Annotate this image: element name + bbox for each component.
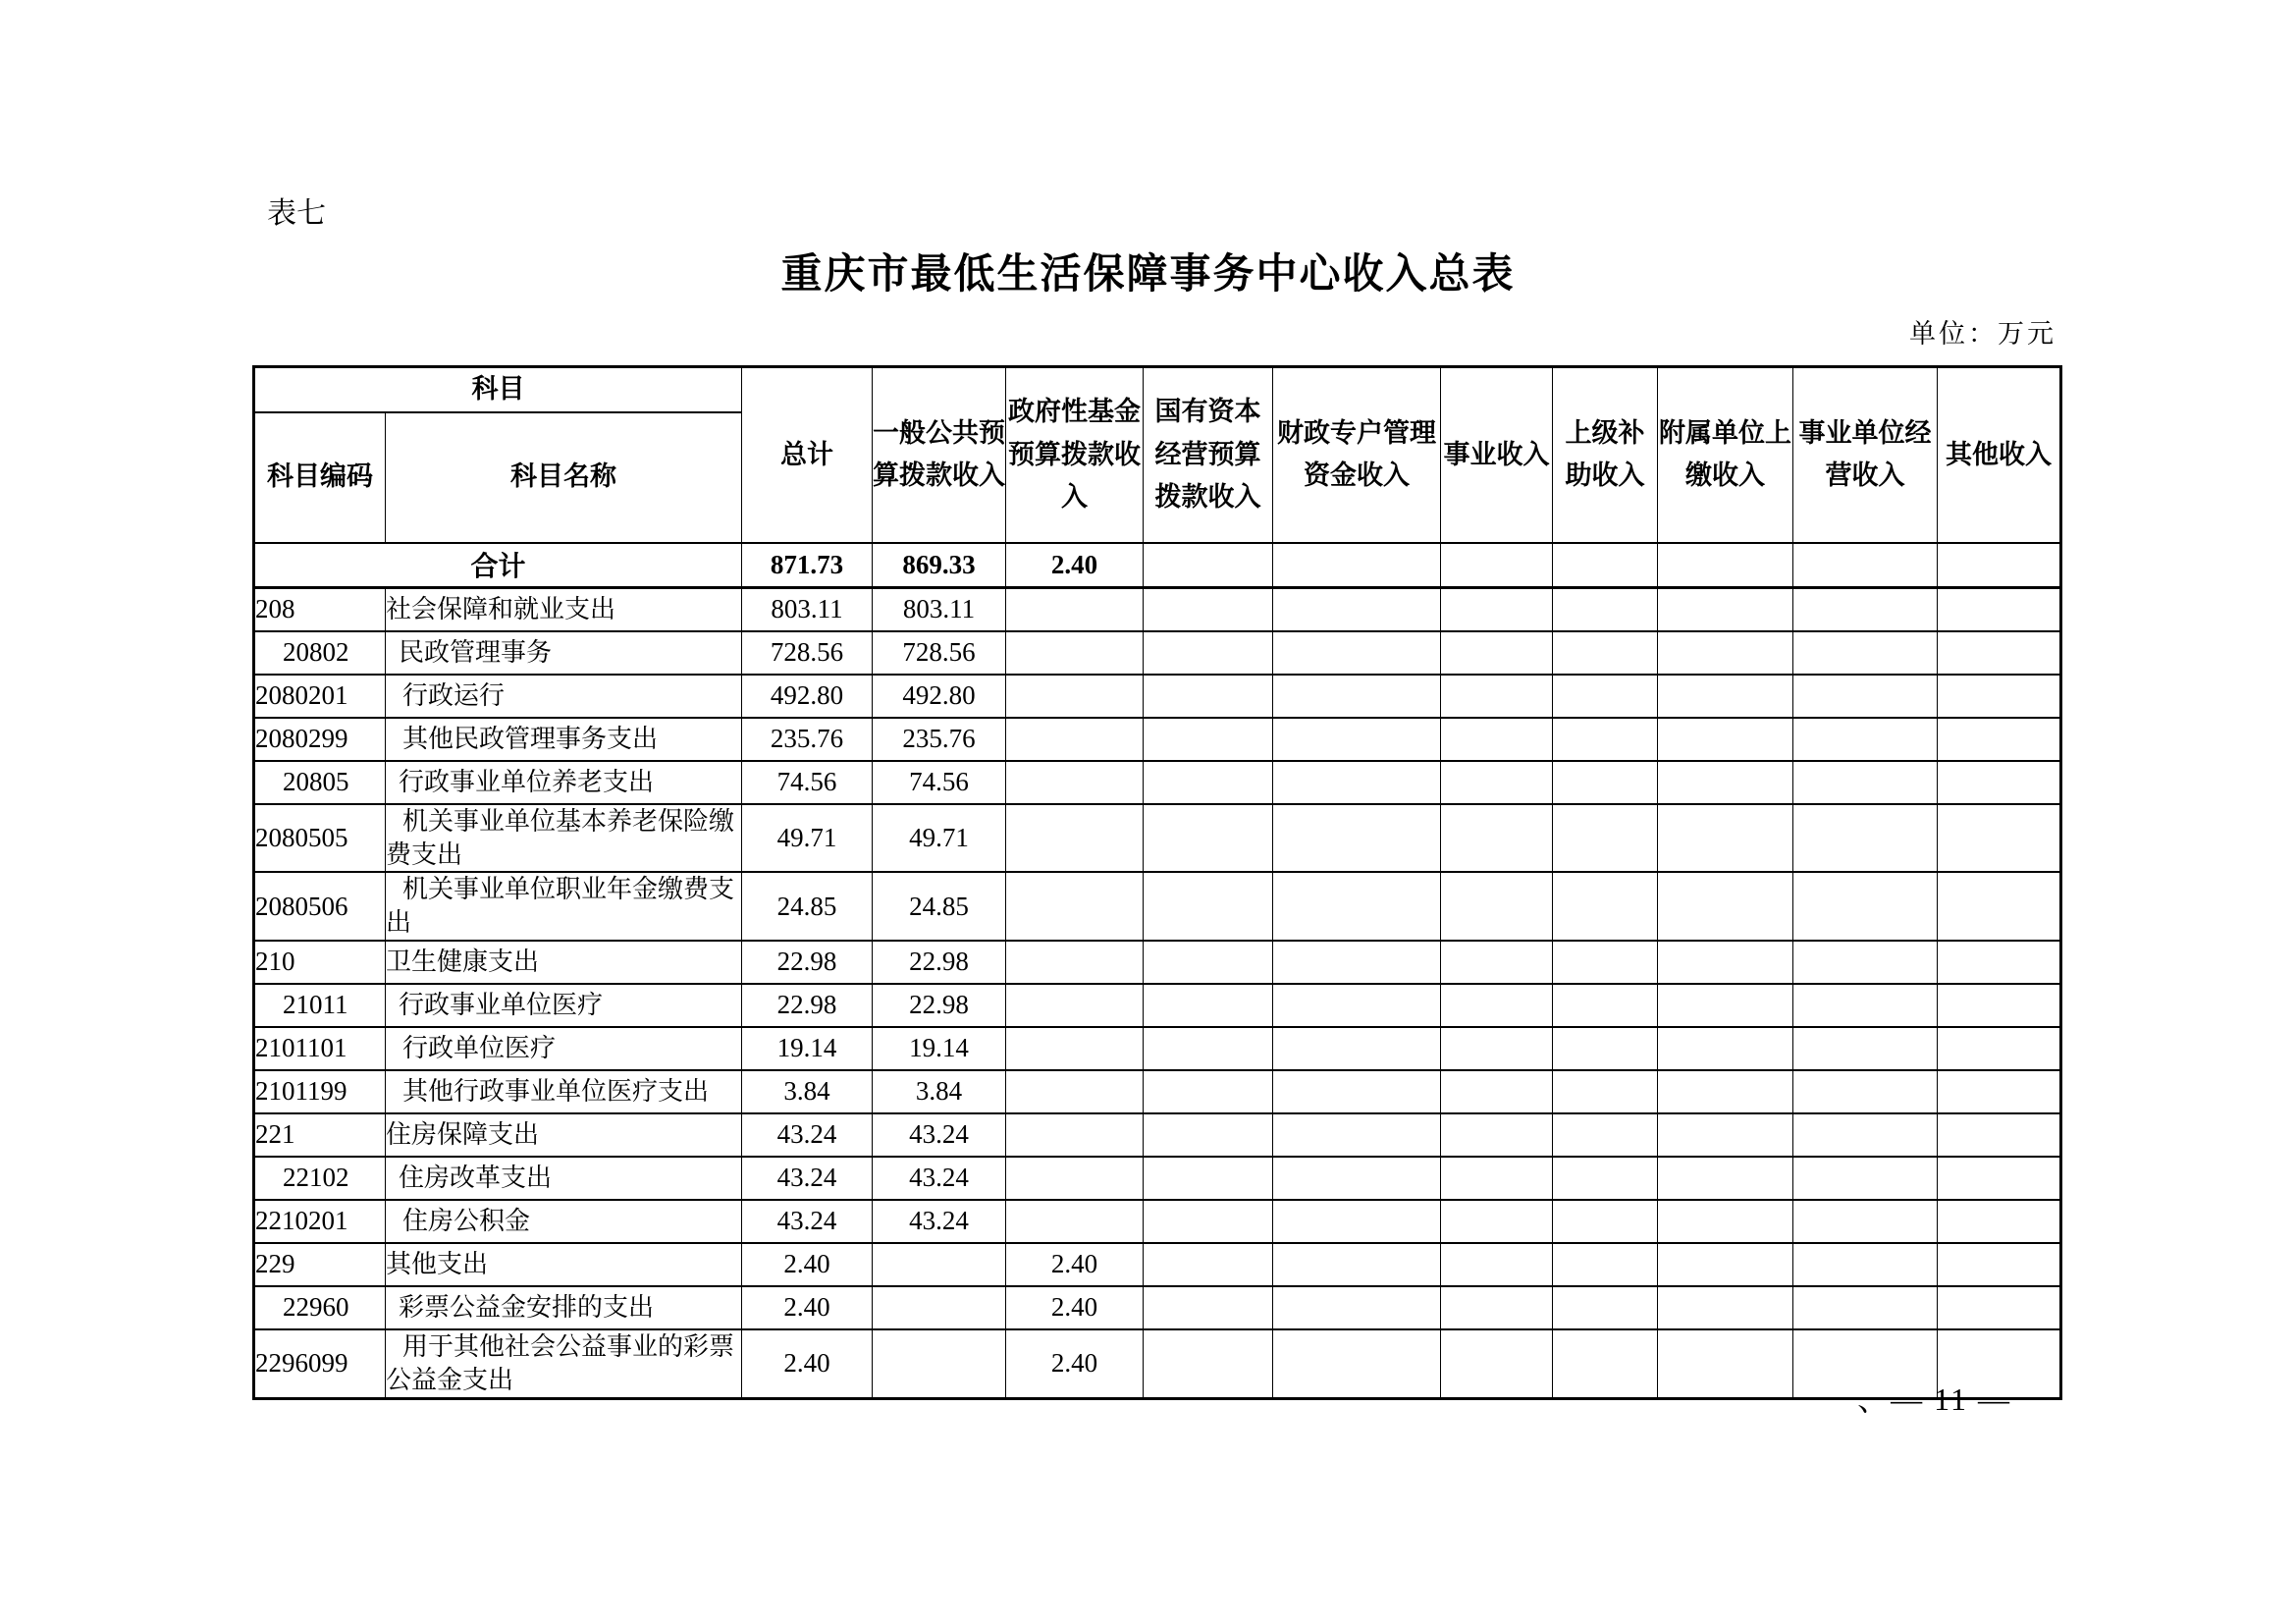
value-cell — [1553, 1070, 1658, 1113]
value-cell — [1938, 1200, 2061, 1243]
value-cell — [1793, 761, 1938, 804]
value-cell — [1793, 1286, 1938, 1329]
value-cell — [1273, 1200, 1441, 1243]
value-cell — [1938, 631, 2061, 675]
value-cell — [1006, 872, 1144, 941]
value-cell: 235.76 — [742, 718, 873, 761]
subject-name: 机关事业单位基本养老保险缴费支出 — [386, 804, 742, 873]
value-cell — [1793, 1113, 1938, 1157]
value-cell: 2.40 — [1006, 1329, 1144, 1398]
value-cell — [1441, 984, 1553, 1027]
value-cell — [1144, 718, 1273, 761]
subject-name: 其他行政事业单位医疗支出 — [386, 1070, 742, 1113]
value-cell — [1006, 631, 1144, 675]
value-cell — [1553, 761, 1658, 804]
subject-code: 21011 — [254, 984, 386, 1027]
doc-label: 表七 — [267, 197, 326, 230]
value-cell — [1006, 804, 1144, 873]
value-cell — [1793, 631, 1938, 675]
value-cell — [1553, 1200, 1658, 1243]
value-cell — [1658, 761, 1793, 804]
value-cell: 803.11 — [742, 588, 873, 631]
value-cell — [1441, 1243, 1553, 1286]
table-header — [254, 367, 2061, 543]
value-cell — [1658, 1157, 1793, 1200]
value-cell — [1144, 1200, 1273, 1243]
value-cell — [1658, 984, 1793, 1027]
value-cell — [1793, 984, 1938, 1027]
table-row — [254, 1157, 2061, 1200]
value-cell — [1273, 984, 1441, 1027]
value-cell — [1441, 1113, 1553, 1157]
income-summary-table — [252, 365, 2062, 1400]
value-cell: 22.98 — [742, 984, 873, 1027]
value-cell: 49.71 — [873, 804, 1006, 873]
value-cell — [1441, 675, 1553, 718]
table-row — [254, 718, 2061, 761]
value-cell — [1938, 872, 2061, 941]
value-cell — [1793, 543, 1938, 588]
table-row — [254, 588, 2061, 631]
value-cell — [1441, 588, 1553, 631]
value-cell — [1144, 1286, 1273, 1329]
table-row — [254, 761, 2061, 804]
value-cell — [1658, 941, 1793, 984]
value-cell — [1441, 543, 1553, 588]
value-cell: 2.40 — [742, 1286, 873, 1329]
value-cell — [1441, 631, 1553, 675]
value-cell: 43.24 — [873, 1113, 1006, 1157]
subject-code: 2080506 — [254, 872, 386, 941]
subject-name: 住房公积金 — [386, 1200, 742, 1243]
value-cell: 2.40 — [742, 1329, 873, 1398]
column-header: 财政专户管理资金收入 — [1273, 367, 1441, 543]
value-cell — [1658, 804, 1793, 873]
value-cell — [1658, 1243, 1793, 1286]
value-cell: 19.14 — [742, 1027, 873, 1070]
subject-name: 行政运行 — [386, 675, 742, 718]
subject-code: 22960 — [254, 1286, 386, 1329]
value-cell — [1553, 1286, 1658, 1329]
value-cell: 22.98 — [742, 941, 873, 984]
value-cell: 43.24 — [873, 1200, 1006, 1243]
header-row-groups — [254, 367, 2061, 412]
column-header: 事业单位经营收入 — [1793, 367, 1938, 543]
value-cell — [1144, 675, 1273, 718]
value-cell — [1273, 872, 1441, 941]
table-row — [254, 872, 2061, 941]
value-cell — [1441, 872, 1553, 941]
value-cell — [1441, 1200, 1553, 1243]
value-cell — [1793, 588, 1938, 631]
value-cell: 803.11 — [873, 588, 1006, 631]
value-cell — [1938, 1243, 2061, 1286]
column-header: 国有资本经营预算拨款收入 — [1144, 367, 1273, 543]
value-cell — [1938, 1113, 2061, 1157]
value-cell — [1658, 872, 1793, 941]
value-cell — [1938, 941, 2061, 984]
subject-code: 2296099 — [254, 1329, 386, 1398]
value-cell — [1553, 1329, 1658, 1398]
value-cell: 24.85 — [742, 872, 873, 941]
value-cell — [1273, 1286, 1441, 1329]
value-cell — [1938, 984, 2061, 1027]
value-cell — [1441, 1027, 1553, 1070]
subject-name: 民政管理事务 — [386, 631, 742, 675]
value-cell: 3.84 — [742, 1070, 873, 1113]
table-row — [254, 631, 2061, 675]
value-cell — [1273, 588, 1441, 631]
value-cell — [1273, 631, 1441, 675]
value-cell — [1938, 1027, 2061, 1070]
value-cell — [1441, 1157, 1553, 1200]
value-cell — [873, 1286, 1006, 1329]
table-row — [254, 984, 2061, 1027]
value-cell — [1273, 1157, 1441, 1200]
subject-name: 卫生健康支出 — [386, 941, 742, 984]
subject-name: 彩票公益金安排的支出 — [386, 1286, 742, 1329]
value-cell — [1273, 543, 1441, 588]
value-cell — [1144, 1027, 1273, 1070]
value-cell — [1938, 675, 2061, 718]
value-cell: 492.80 — [873, 675, 1006, 718]
value-cell — [1938, 588, 2061, 631]
value-cell — [873, 1329, 1006, 1398]
column-header: 其他收入 — [1938, 367, 2061, 543]
total-row — [254, 543, 2061, 588]
table-row — [254, 1070, 2061, 1113]
subject-code: 20805 — [254, 761, 386, 804]
value-cell: 2.40 — [1006, 1286, 1144, 1329]
value-cell — [1938, 1070, 2061, 1113]
value-cell — [1658, 675, 1793, 718]
value-cell: 24.85 — [873, 872, 1006, 941]
column-header: 总计 — [742, 367, 873, 543]
table-row — [254, 941, 2061, 984]
table-row — [254, 1200, 2061, 1243]
subject-name: 用于其他社会公益事业的彩票公益金支出 — [386, 1329, 742, 1398]
value-cell — [1938, 1286, 2061, 1329]
value-cell: 49.71 — [742, 804, 873, 873]
subject-name: 其他支出 — [386, 1243, 742, 1286]
value-cell — [1273, 1070, 1441, 1113]
subject-name: 住房保障支出 — [386, 1113, 742, 1157]
value-cell — [1006, 941, 1144, 984]
value-cell — [1144, 1243, 1273, 1286]
value-cell — [1658, 1200, 1793, 1243]
subject-code: 2101199 — [254, 1070, 386, 1113]
value-cell — [1441, 1070, 1553, 1113]
subject-name: 行政单位医疗 — [386, 1027, 742, 1070]
value-cell — [1273, 1027, 1441, 1070]
value-cell — [1273, 941, 1441, 984]
subject-code: 210 — [254, 941, 386, 984]
value-cell — [1553, 631, 1658, 675]
value-cell — [1144, 631, 1273, 675]
value-cell: 19.14 — [873, 1027, 1006, 1070]
value-cell: 235.76 — [873, 718, 1006, 761]
value-cell — [873, 1243, 1006, 1286]
page-number: 、— 11 — — [1857, 1381, 2011, 1417]
subject-code: 229 — [254, 1243, 386, 1286]
value-cell — [1553, 718, 1658, 761]
value-cell — [1658, 1070, 1793, 1113]
value-cell — [1793, 1070, 1938, 1113]
column-header: 政府性基金预算拨款收入 — [1006, 367, 1144, 543]
value-cell — [1938, 1157, 2061, 1200]
value-cell: 2.40 — [1006, 543, 1144, 588]
value-cell — [1793, 804, 1938, 873]
value-cell — [1938, 543, 2061, 588]
subject-code: 2080201 — [254, 675, 386, 718]
value-cell — [1006, 588, 1144, 631]
value-cell — [1441, 761, 1553, 804]
table-row — [254, 1286, 2061, 1329]
value-cell — [1006, 1200, 1144, 1243]
value-cell — [1006, 675, 1144, 718]
value-cell — [1144, 1329, 1273, 1398]
table-row — [254, 804, 2061, 873]
value-cell: 492.80 — [742, 675, 873, 718]
table-row — [254, 1113, 2061, 1157]
value-cell — [1273, 1329, 1441, 1398]
value-cell — [1553, 675, 1658, 718]
value-cell — [1144, 543, 1273, 588]
value-cell — [1006, 1070, 1144, 1113]
value-cell: 728.56 — [873, 631, 1006, 675]
value-cell — [1441, 941, 1553, 984]
value-cell — [1553, 1243, 1658, 1286]
value-cell: 871.73 — [742, 543, 873, 588]
value-cell — [1938, 718, 2061, 761]
column-header: 事业收入 — [1441, 367, 1553, 543]
value-cell — [1658, 543, 1793, 588]
value-cell: 22.98 — [873, 941, 1006, 984]
value-cell — [1006, 761, 1144, 804]
value-cell — [1553, 872, 1658, 941]
value-cell — [1553, 1027, 1658, 1070]
value-cell — [1553, 1113, 1658, 1157]
table-row — [254, 1329, 2061, 1398]
subject-name: 行政事业单位养老支出 — [386, 761, 742, 804]
value-cell — [1006, 1113, 1144, 1157]
value-cell — [1006, 984, 1144, 1027]
value-cell — [1793, 1027, 1938, 1070]
value-cell — [1658, 718, 1793, 761]
value-cell — [1144, 1157, 1273, 1200]
value-cell — [1793, 941, 1938, 984]
value-cell: 74.56 — [742, 761, 873, 804]
subject-name: 行政事业单位医疗 — [386, 984, 742, 1027]
value-cell — [1144, 1113, 1273, 1157]
value-cell — [1273, 675, 1441, 718]
value-cell: 43.24 — [742, 1113, 873, 1157]
subject-name: 其他民政管理事务支出 — [386, 718, 742, 761]
value-cell — [1793, 675, 1938, 718]
table-row — [254, 1243, 2061, 1286]
value-cell — [1938, 804, 2061, 873]
value-cell — [1273, 1113, 1441, 1157]
subject-code: 2210201 — [254, 1200, 386, 1243]
value-cell — [1144, 941, 1273, 984]
value-cell — [1553, 543, 1658, 588]
value-cell — [1006, 1027, 1144, 1070]
value-cell — [1793, 1157, 1938, 1200]
value-cell: 2.40 — [1006, 1243, 1144, 1286]
value-cell — [1658, 588, 1793, 631]
value-cell — [1441, 718, 1553, 761]
subject-code: 22102 — [254, 1157, 386, 1200]
subject-code: 2101101 — [254, 1027, 386, 1070]
table-row — [254, 675, 2061, 718]
value-cell — [1144, 1070, 1273, 1113]
value-cell — [1441, 1286, 1553, 1329]
value-cell: 728.56 — [742, 631, 873, 675]
value-cell — [1441, 804, 1553, 873]
value-cell: 43.24 — [742, 1157, 873, 1200]
value-cell — [1144, 588, 1273, 631]
value-cell — [1938, 761, 2061, 804]
value-cell — [1144, 804, 1273, 873]
subject-name-header: 科目名称 — [386, 412, 742, 543]
value-cell — [1144, 872, 1273, 941]
subject-group-header: 科目 — [254, 367, 742, 412]
column-header: 上级补助收入 — [1553, 367, 1658, 543]
subject-code: 208 — [254, 588, 386, 631]
value-cell — [1793, 1200, 1938, 1243]
value-cell — [1658, 1027, 1793, 1070]
value-cell — [1658, 1329, 1793, 1398]
value-cell — [1144, 984, 1273, 1027]
value-cell — [1658, 631, 1793, 675]
value-cell — [1006, 718, 1144, 761]
value-cell — [1658, 1113, 1793, 1157]
subject-code: 2080505 — [254, 804, 386, 873]
value-cell — [1793, 872, 1938, 941]
value-cell: 2.40 — [742, 1243, 873, 1286]
subject-name: 社会保障和就业支出 — [386, 588, 742, 631]
unit-note: 单位：万元 — [1909, 319, 2056, 349]
subject-code: 221 — [254, 1113, 386, 1157]
value-cell — [1793, 1243, 1938, 1286]
value-cell: 74.56 — [873, 761, 1006, 804]
value-cell — [1273, 718, 1441, 761]
value-cell: 22.98 — [873, 984, 1006, 1027]
value-cell — [1006, 1157, 1144, 1200]
value-cell — [1144, 761, 1273, 804]
value-cell — [1553, 804, 1658, 873]
table-row — [254, 1027, 2061, 1070]
value-cell — [1553, 588, 1658, 631]
value-cell — [1273, 1243, 1441, 1286]
subject-code: 20802 — [254, 631, 386, 675]
subject-name: 住房改革支出 — [386, 1157, 742, 1200]
page-title: 重庆市最低生活保障事务中心收入总表 — [780, 252, 1516, 298]
value-cell — [1658, 1286, 1793, 1329]
value-cell — [1553, 1157, 1658, 1200]
table-body — [254, 543, 2061, 1398]
value-cell — [1273, 804, 1441, 873]
value-cell — [1441, 1329, 1553, 1398]
value-cell: 43.24 — [873, 1157, 1006, 1200]
value-cell — [1793, 718, 1938, 761]
value-cell — [1553, 941, 1658, 984]
value-cell: 43.24 — [742, 1200, 873, 1243]
value-cell: 3.84 — [873, 1070, 1006, 1113]
total-row-label: 合计 — [254, 543, 742, 588]
value-cell: 869.33 — [873, 543, 1006, 588]
column-header: 附属单位上缴收入 — [1658, 367, 1793, 543]
column-header: 一般公共预算拨款收入 — [873, 367, 1006, 543]
subject-name: 机关事业单位职业年金缴费支出 — [386, 872, 742, 941]
value-cell — [1553, 984, 1658, 1027]
subject-code-header: 科目编码 — [254, 412, 386, 543]
value-cell — [1273, 761, 1441, 804]
subject-code: 2080299 — [254, 718, 386, 761]
